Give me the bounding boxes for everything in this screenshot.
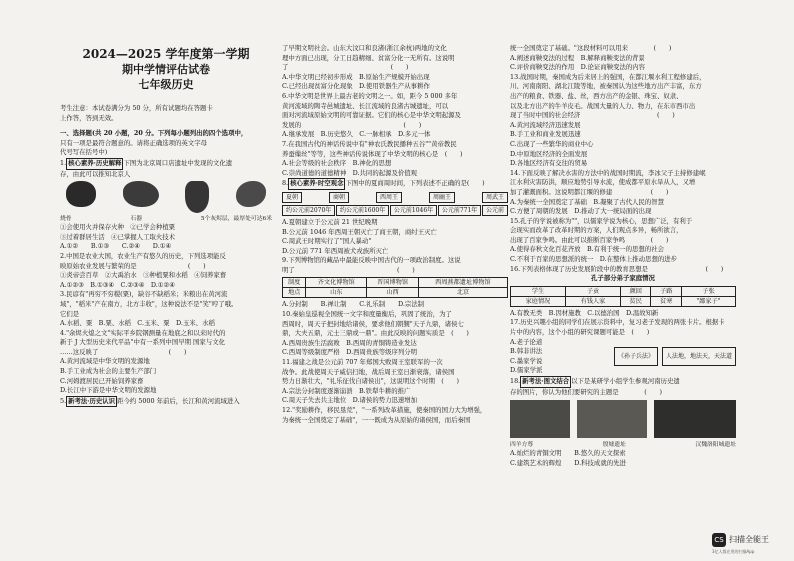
answer-options: A.继承发展 B.历史悠久 C.一脉相承 D.多元一体	[282, 130, 431, 139]
stone-tool-image	[123, 181, 159, 207]
timeline-box: 周武王	[482, 192, 508, 203]
option-line: A.黄河流域是中华文明的发源地	[60, 357, 150, 366]
option-line: C.已经出现贫富分化现象 D.使用铁器生产从事耕作	[282, 82, 430, 91]
question-line: 存，由此可以推知北京人	[60, 169, 131, 178]
question-12: 12."奖励耕作，移民垦荒"，"一系列改革措施，使秦国的国力大为增强，	[282, 406, 487, 414]
artifact-image	[236, 181, 266, 207]
question-1: 1. 核心素养·历史解释 下图为北京周口店遗址中发现的文化遗	[60, 158, 272, 170]
question-line: 西周时，周天子把封地给诸侯，要求他们朝觐"天子九鼎，诸侯七	[282, 319, 464, 328]
question-3: 3.民谚有"再穷不穷稷(粟)，缺谷不缺稻米；米粮出在黄河流	[60, 290, 228, 299]
question-line: 出产的粮食、铁器、盐、丝，西方出产的金银、珠宝、奴隶、	[510, 91, 683, 100]
option-line: B.公元前 1046 年西周王朝灭亡了商王朝，商纣王灭亡	[282, 227, 437, 236]
option-line: D.长江中下游是中华文明的发源地	[60, 386, 157, 395]
question-line: 了 ( )	[282, 63, 409, 72]
option-line: C.不利于百家的思想派的统一 D.在整体上推动思想的进步	[510, 255, 678, 264]
question-tag: 新考法·图文结合	[520, 376, 571, 388]
question-line: 黄河流域的陶寺邑城遗址、长江流域的良渚古城遗址，可以	[282, 101, 449, 110]
question-line: 会现实而改革了改革时期的方案，人们观点多异，畅所欲言，	[510, 226, 683, 235]
question-line: 明了 ( )	[282, 265, 415, 274]
question-8: 8. 核心素养·时空观念 下图中的夏商周时间，下列表述不正确的是( )	[282, 178, 508, 190]
option-line: B.手工业成为社会的主要生产部门	[60, 367, 157, 376]
question-9: 9.下列博物馆的藏品中最能反映中国古代的一项政治制度。这说	[282, 256, 461, 265]
question-line: 发展的 ( )	[282, 120, 422, 129]
column-right	[510, 0, 736, 561]
answer-options: A.水稻、粟 B.粟、水稻 C.玉米、粟 D.玉米、水稻	[60, 319, 215, 328]
option-line: A.使得春秋文化百花齐放 B.有利于统一的思想的社会	[510, 245, 664, 254]
question-line: 为秦统一全国奠定了基础"，一一既成为从原始的诸侯国，而后秦国	[282, 415, 471, 424]
option-line: C.河姆渡居民已开始饲养家畜	[60, 376, 144, 385]
question-line: 江水利灾害防洪，顺应地势引导水流，使成都平原水旱从人，又增	[510, 178, 696, 187]
timeline-date: 约公元前1600年	[336, 205, 389, 216]
question-line: 川、河南南阳、湖北江陵等地，被秦国认为这些地方出产丰富，东方	[510, 82, 702, 91]
yinxu-site-photo	[577, 400, 647, 438]
question-line: 战争。此战使周天子威信扫地，战后周王室日渐衰落，诸侯国	[282, 367, 455, 376]
timeline-date: 公元前	[482, 205, 508, 216]
question-line: 加了灌溉面积。这说明都江堰的修建 ( )	[510, 187, 669, 196]
question-line: 出现了百家争鸣。由此可以推断百家争鸣 ( )	[510, 235, 669, 244]
question-4: 4."余烬火熄之文"实际平乡院钢测量在地底之和以来时代的	[60, 328, 226, 337]
question-17: 17.历史兴趣小组的同学们在展示资料中，复习老子发现的两张卡片。根据卡	[510, 318, 725, 327]
table-title: 孔子部分弟子家庭情况	[591, 274, 655, 283]
quote-card: 《孙子兵法》	[614, 347, 658, 366]
question-15: 15.孔子的学说被称为""，以儒家学说为核心，思想广泛，有利于	[510, 216, 693, 225]
question-7: 7.在我国古代的神话传说中有"神农氏教民播种五谷""黄帝教民	[282, 139, 457, 148]
option-line: C.周天子失去共主地位 D.诸侯的势力迅速增加	[282, 396, 418, 405]
question-11: 11.福建之战是公元前 707 年郑国大败周王室联军的一次	[282, 358, 443, 367]
scanner-name: 扫描全能王	[729, 535, 769, 544]
question-line: 以及北方出产的牛羊皮毛。战国大量的人力、物力，在东市西市出	[510, 101, 696, 110]
column-middle	[282, 0, 508, 561]
option-line: ①会使用火并保存火种 ②已学会种植粟	[60, 223, 176, 232]
exam-title: 2024—2025 学年度第一学期	[82, 47, 250, 61]
q17-cards	[614, 338, 736, 376]
question-5: 5. 新考法·历史认识 距今约 5000 年前后，长江和黄河流域进入	[60, 396, 272, 408]
burnt-bone-image	[66, 181, 96, 207]
notice-line: 上作答，答到无效。	[60, 113, 118, 122]
question-tag: 核心素养·历史解释	[66, 158, 123, 170]
question-line: 新于 J 大型历史来代平品"中有一系列中国早期 国家与文化	[60, 338, 225, 347]
question-line: ……这反映了 ( )	[60, 347, 187, 356]
question-tag: 核心素养·时空观念	[288, 178, 345, 190]
option-line: D.各地区经济有交往的贸易	[510, 159, 588, 168]
option-line: D.中原地区经济的全面发展	[510, 149, 588, 158]
table-row: 地点 山东 山西 北京	[283, 288, 508, 298]
exam-subject: 七年级历史	[138, 78, 194, 91]
option-line: C.西周等级制度严格 D.西周贵族等级序列分明	[282, 348, 418, 357]
q17-block	[510, 338, 736, 376]
question-18: 18. 新考法·图文结合 以下是某研学小组学生参观河南历史遗	[510, 376, 736, 388]
students-table	[510, 286, 736, 307]
option-line: ③过着群居生活 ④已掌握人工取火技术	[60, 232, 176, 241]
timeline-box: 商朝	[329, 192, 349, 203]
option-line: A.社会等级的社会秩序 B.神化的思想	[282, 159, 392, 168]
question-line: 片中的内容，这个小组的研究课题可能是 ( )	[510, 328, 650, 337]
question-13: 13.战国时期，秦国成为后来居上的强国，在都江堰水利工程修建后，	[510, 72, 706, 81]
question-line: 存的图片，你认为他们要研究的主题是 ( )	[510, 387, 662, 396]
question-14: 14.下面反映了解决水害的方法中的战国时期流，李冰父子主持修建岷	[510, 168, 706, 177]
option-line: A.黄河流域经济迅速发展	[510, 120, 581, 129]
scanner-watermark	[712, 531, 792, 557]
option-line: A.宗法分封制度逐渐崩溃 B.铁犁牛耕的推广	[282, 386, 411, 395]
question-line: 统一全国奠定了基础。"这段材料可以用来 ( )	[510, 44, 672, 52]
question-line: 了早期文明社会。山东大汶口和良渚(浙江余杭)两地的文化	[282, 44, 447, 52]
table-row: 家庭情况 有钱人家 贫民 贫寒 "鄙家子"	[511, 296, 736, 306]
timeline-date: 公元前771年	[438, 205, 481, 216]
instruction-line: 一、选择题(共 20 小题，20 分。下列每小题列出的四个选项中，	[60, 129, 248, 138]
question-line: 势力日渐壮大，"礼乐征伐自诸侯出"，这说明这个时期 ( )	[282, 377, 460, 386]
option-line: D.公元前 771 年西周被犬戎族所灭亡	[282, 246, 389, 255]
image-captions: 烧骨 石器 5个灰烬层，最厚处可达6米	[60, 216, 272, 223]
photo-captions: 四羊方尊 殷墟遗址 汉魏洛阳城遗址	[510, 442, 736, 449]
timeline-box: 西周王	[376, 192, 402, 203]
option-line: A.夏朝建立于公元前 21 世纪晚期	[282, 217, 378, 226]
q17-options: A.老子论道 B.韩非讲法 C.墨家学说 D.儒家学派	[510, 337, 543, 375]
option-line: A.灿烂的青铜文明 B.悠久的天文探索	[510, 449, 626, 458]
question-tag: 新考法·历史认识	[66, 396, 117, 408]
museum-table	[282, 277, 508, 298]
option-line: A.中华文明已经初步形成 B.原始生产规模开始出现	[282, 72, 430, 81]
timeline-date: 公元前1046年	[390, 205, 437, 216]
instruction-line: 代号写在括号中)	[60, 148, 108, 157]
question-6: 6.中华文明是世界上最古老的文明之一。如，距今 5 000 多年	[282, 91, 458, 100]
ash-layer-image	[185, 181, 209, 213]
question-line: 理中方面已出现，分工日趋精细、贫富分化一无所有。这说明	[282, 53, 455, 62]
timeline-bottom-row	[282, 205, 508, 216]
option-line: A.西周贵族生活腐败 B.西周的青铜铸造业发达	[282, 338, 417, 347]
question-2: 2.中国是农业大国，农业生产有悠久的历史，下列选项能反	[60, 251, 226, 260]
option-line: A.为秦统一全国奠定了基础 B.凝聚了古代人民的智慧	[510, 197, 664, 206]
question-line: 域"，"稻米"产在南方，北方丰收"，这种说法不是"笑"哼了哦。	[60, 299, 238, 308]
quote-card: 人法地，地法天，天法道	[662, 347, 736, 366]
option-line: C.评价商鞅变法的作用 D.论证商鞅变法的内容	[510, 63, 646, 72]
option-line: C.方便了周朝的发展 D.推动了大一统局面的出现	[510, 207, 652, 216]
answer-options: A.分封制 B.禅让制 C.礼乐制 D.宗法制	[282, 300, 425, 309]
option-line: C.出现了一些繁华的商业中心	[510, 139, 594, 148]
option-line: C.周武王时期实行了"国人暴动"	[282, 237, 372, 246]
answer-options: A.①② B.①③ C.②④ D.①④	[60, 242, 172, 251]
question-10: 10.秦始皇巡视全国统一文字和度量衡后，巩固了统治，为了	[282, 310, 452, 319]
timeline-box: 周幽王	[429, 192, 455, 203]
luoyang-site-photo	[654, 400, 736, 438]
question-line: 面对河流域原始文明的可靠证据。它们的核心是中华文明起源及	[282, 111, 461, 120]
table-row: 制度 齐文化博物馆 晋国博物馆 西周燕都遗址博物馆	[283, 278, 508, 288]
option-line: A.阐述商鞅变法的过程 B.解释商鞅变法的背景	[510, 53, 645, 62]
option-line: B.手工业和商业发展迅速	[510, 130, 581, 139]
timeline-date: 约公元前2070年	[282, 205, 335, 216]
camscanner-logo-icon: CS	[712, 533, 726, 547]
option-line: ①炎帝尝百草 ②大禹治水 ③种植粟和水稻 ④饲养家畜	[60, 271, 227, 280]
option-line: C.崇尚道德的道德精神 D.共同的起源及价值观	[282, 168, 418, 177]
answer-options: A.有教无类 B.因材施教 C.以德治国 D.温故知新	[510, 308, 659, 317]
answer-options: A.①②③ B.①③④ C.②③④ D.①②④	[60, 280, 175, 289]
option-line: C.建筑艺术的辉煌 D.科技成就的先进	[510, 458, 626, 467]
timeline-box: 夏朝	[282, 192, 302, 203]
question-16: 16.下列表格体现了历史发展阶段中的教育思想是 ( )	[510, 264, 724, 273]
question-line: 它们是	[60, 309, 80, 318]
scanner-slogan: 3亿人都在用的扫描App	[712, 549, 755, 554]
instruction-line: 只有一项是最符合题意的。请将正确选项的英文字母	[60, 138, 207, 147]
artifact-images	[60, 179, 272, 215]
timeline-top-row	[282, 192, 508, 203]
question-line: 映原始农业发展与繁荣的是 ( )	[60, 261, 206, 270]
question-line: 养蚕缫丝"等等，这些神话传说体现了中华文明的核心是 ( )	[282, 149, 463, 158]
question-line: 现了当时中国的社会经济 ( )	[510, 111, 675, 120]
exam-subtitle: 期中学情评估试卷	[122, 63, 210, 76]
site-photos	[510, 400, 736, 438]
notice-line: 考生注意：本试卷满分为 50 分，所有试题均在答题卡	[60, 104, 213, 112]
bronze-vessel-photo	[510, 400, 570, 438]
column-left	[60, 0, 272, 561]
question-line: 鼎，大夫五鼎，元士三鼎或一鼎"。由此反映的问题实质是 ( )	[282, 329, 469, 338]
table-row: 学生 子贡 颜回 子路 子张	[511, 286, 736, 296]
